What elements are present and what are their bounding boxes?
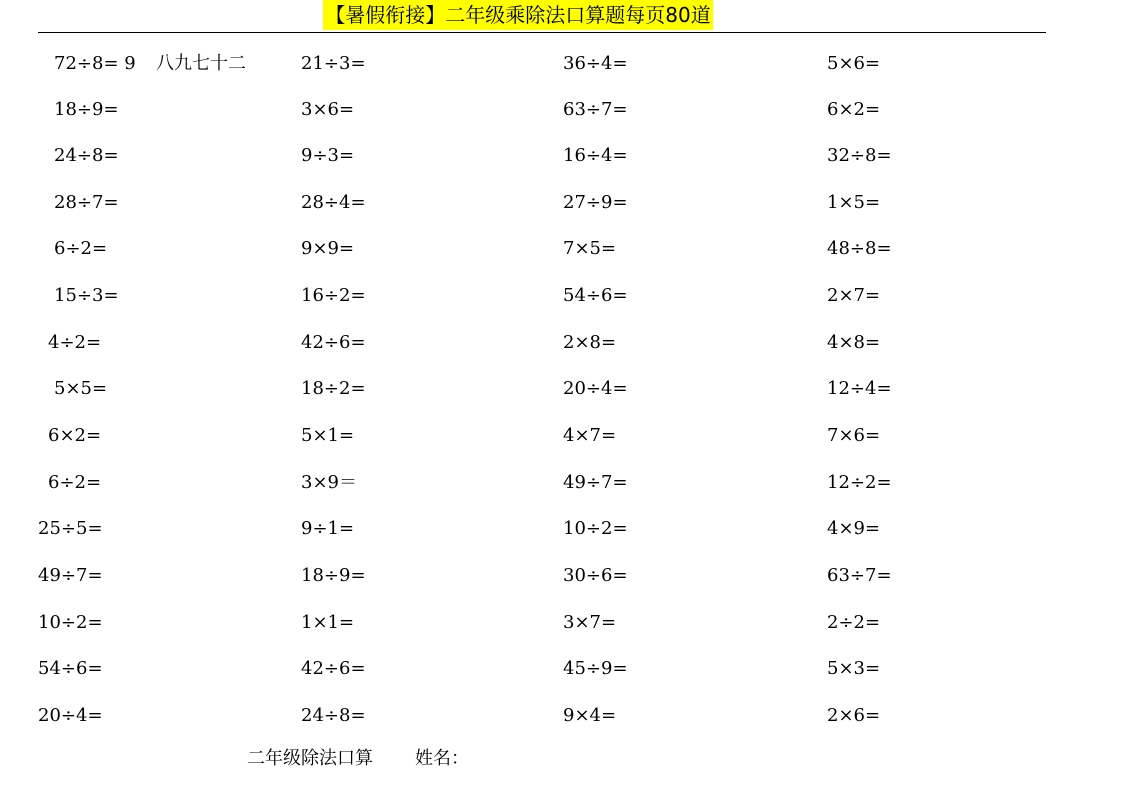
problem-row bbox=[0, 514, 1122, 544]
problem-row bbox=[0, 561, 1122, 591]
problem-cell: 48÷8= bbox=[827, 238, 892, 259]
problem-row bbox=[0, 141, 1122, 171]
problem-cell: 21÷3= bbox=[301, 53, 366, 74]
problem-cell: 7×6= bbox=[827, 425, 881, 446]
problem-cell: 4÷2= bbox=[48, 332, 102, 353]
problem-cell: 10÷2= bbox=[38, 612, 103, 633]
problem-cell: 6×2= bbox=[827, 99, 881, 120]
worksheet-title: 【暑假衔接】二年级乘除法口算题每页80道 bbox=[323, 0, 712, 30]
problem-cell: 24÷8= bbox=[301, 705, 366, 726]
problem-row bbox=[0, 95, 1122, 125]
problem-cell: 3×6= bbox=[301, 99, 355, 120]
problem-row bbox=[0, 608, 1122, 638]
problem-row bbox=[0, 421, 1122, 451]
problem-cell: 1×1= bbox=[301, 612, 355, 633]
problem-cell: 7×5= bbox=[563, 238, 617, 259]
problem-row bbox=[0, 234, 1122, 264]
problem-cell: 49÷7= bbox=[563, 472, 628, 493]
problem-cell: 54÷6= bbox=[563, 285, 628, 306]
footer-name-label: 姓名： bbox=[415, 748, 469, 769]
problem-row bbox=[0, 468, 1122, 498]
problem-cell: 63÷7= bbox=[827, 565, 892, 586]
problem-row bbox=[0, 374, 1122, 404]
problem-cell: 28÷7= bbox=[54, 192, 119, 213]
title-divider bbox=[38, 32, 1046, 33]
problem-cell: 54÷6= bbox=[38, 658, 103, 679]
problem-cell: 9×4= bbox=[563, 705, 617, 726]
problem-cell: 6×2= bbox=[48, 425, 102, 446]
problem-cell: 27÷9= bbox=[563, 192, 628, 213]
problem-cell: 5×5= bbox=[54, 378, 108, 399]
problem-cell: 32÷8= bbox=[827, 145, 892, 166]
problem-cell: 6÷2= bbox=[48, 472, 102, 493]
problem-cell: 9÷3= bbox=[301, 145, 355, 166]
problem-cell: 49÷7= bbox=[38, 565, 103, 586]
problem-cell: 63÷7= bbox=[563, 99, 628, 120]
problem-cell: 2×7= bbox=[827, 285, 881, 306]
problem-cell: 5×3= bbox=[827, 658, 881, 679]
problem-row bbox=[0, 49, 1122, 79]
problem-cell: 42÷6= bbox=[301, 332, 366, 353]
problem-cell: 42÷6= bbox=[301, 658, 366, 679]
footer-label: 二年级除法口算 bbox=[247, 748, 373, 769]
problem-cell: 30÷6= bbox=[563, 565, 628, 586]
problem-cell: 3×7= bbox=[563, 612, 617, 633]
problem-cell: 36÷4= bbox=[563, 53, 628, 74]
problem-cell: 4×8= bbox=[827, 332, 881, 353]
problem-cell: 5×6= bbox=[827, 53, 881, 74]
problem-cell: 16÷4= bbox=[563, 145, 628, 166]
problem-row bbox=[0, 188, 1122, 218]
problem-cell: 72÷8= 9 bbox=[54, 53, 136, 74]
problem-row bbox=[0, 654, 1122, 684]
problem-cell: 45÷9= bbox=[563, 658, 628, 679]
problem-cell: 6÷2= bbox=[54, 238, 108, 259]
problem-cell: 24÷8= bbox=[54, 145, 119, 166]
problem-cell: 2÷2= bbox=[827, 612, 881, 633]
problem-row bbox=[0, 701, 1122, 731]
problem-cell: 9÷1= bbox=[301, 518, 355, 539]
problem-cell: 18÷9= bbox=[54, 99, 119, 120]
problem-cell: 4×7= bbox=[563, 425, 617, 446]
problem-cell: 20÷4= bbox=[38, 705, 103, 726]
problem-cell: 18÷2= bbox=[301, 378, 366, 399]
problem-cell: 12÷2= bbox=[827, 472, 892, 493]
multiplication-rhyme-note: 八九七十二 bbox=[156, 53, 246, 74]
problem-cell: 16÷2= bbox=[301, 285, 366, 306]
problem-row bbox=[0, 328, 1122, 358]
problem-cell: 3×9＝ bbox=[301, 472, 357, 493]
problem-cell: 15÷3= bbox=[54, 285, 119, 306]
problem-cell: 25÷5= bbox=[38, 518, 103, 539]
problem-cell: 18÷9= bbox=[301, 565, 366, 586]
problem-cell: 5×1= bbox=[301, 425, 355, 446]
problem-cell: 1×5= bbox=[827, 192, 881, 213]
problem-cell: 10÷2= bbox=[563, 518, 628, 539]
title-wrap bbox=[0, 0, 1122, 30]
problem-cell: 4×9= bbox=[827, 518, 881, 539]
problem-cell: 2×8= bbox=[563, 332, 617, 353]
problem-cell: 2×6= bbox=[827, 705, 881, 726]
problem-cell: 9×9= bbox=[301, 238, 355, 259]
problem-row bbox=[0, 281, 1122, 311]
problem-cell: 28÷4= bbox=[301, 192, 366, 213]
problem-cell: 20÷4= bbox=[563, 378, 628, 399]
problem-cell: 12÷4= bbox=[827, 378, 892, 399]
